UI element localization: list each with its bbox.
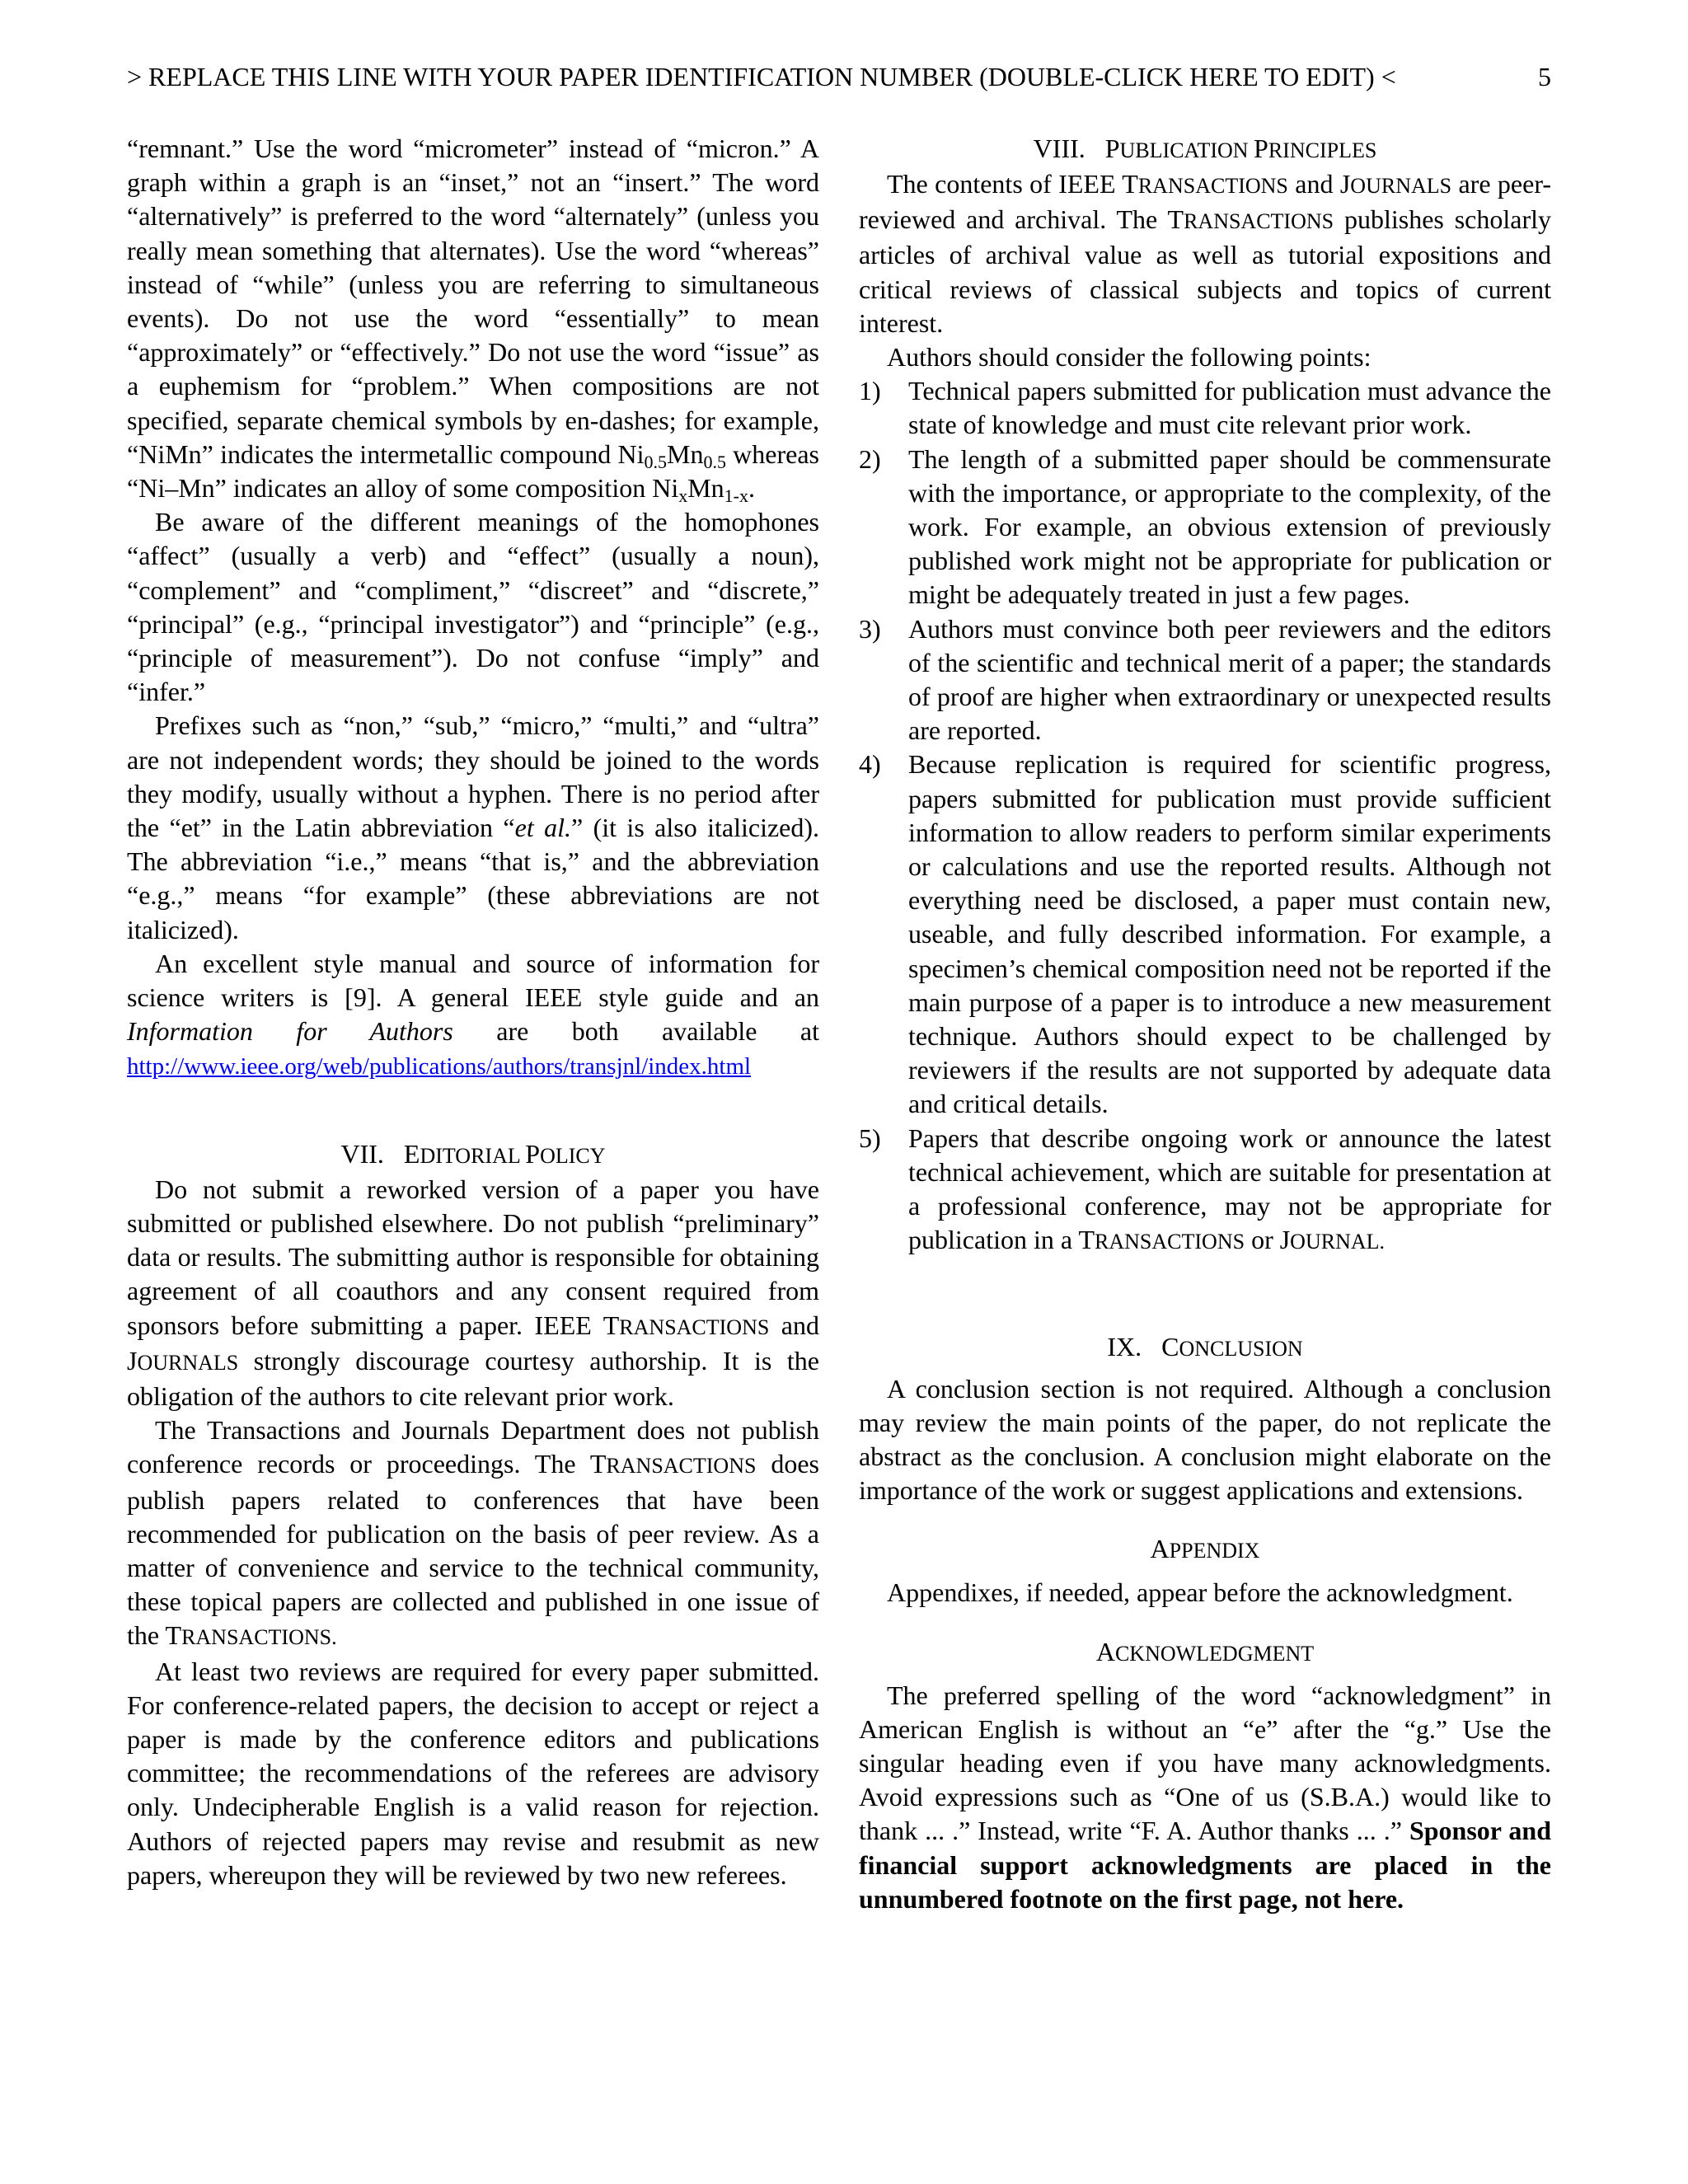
paragraph-conference-records: The Transactions and Journals Department does not publish conference records or proceedings. The TRANSACTIONS does publish papers related to conferences that have been recommended for publication on the basis of peer review. As a matter of convenience and service to the technical community, these topical papers are collected and published in one issue of the TRANSACTIONS. xyxy=(127,1415,820,1651)
list-item: 4) Because replication is required for scientific progress, papers submitted for publication must provide sufficient information to allow readers to perform similar experiments or calculations and use the reported results. Although not everything need be disclosed, a paper must contain new, useable, and fully described information. For example, a specimen’s chemical composition need not be reported if the main purpose of a paper is to introduce a new measurement technique. Authors should expect to be challenged by reviewers if the results are not supported by adequate data and critical details. xyxy=(859,749,1551,1119)
section-heading-publication-principles: VIII. PUBLICATION PRINCIPLES xyxy=(1033,134,1377,163)
paragraph-appendix: Appendixes, if needed, appear before the acknowledgment. xyxy=(887,1577,1513,1608)
right-column xyxy=(859,132,1551,1916)
paragraph-consider-points: Authors should consider the following points: xyxy=(887,342,1372,373)
paragraph-word-usage: “remnant.” Use the word “micrometer” instead of “micron.” A graph within a graph is an “inset,” not an “insert.” The word “alternatively” is preferred to the word “alternately” (unless you really mean something that alternates). Use the word “whereas” instead of “while” (unless you are referring to simultaneous events). Do not use the word “essentially” to mean “approximately” or “effectively.” Do not use the word “issue” as a euphemism for “problem.” When compositions are not specified, separate chemical symbols by en-dashes; for example, “NiMn” indicates the intermetallic compound $Ni_{0.5}Mn_{0.5}$ whereas “Ni–Mn” indicates an alloy of some composition $Ni_xMn_{1-x}$. xyxy=(127,134,820,507)
section-heading-editorial-policy: VII. EDITORIAL POLICY xyxy=(340,1138,606,1169)
left-column xyxy=(127,132,819,1892)
header-text: > REPLACE THIS LINE WITH YOUR PAPER IDENTIFICATION NUMBER (DOUBLE-CLICK HERE TO EDIT) < xyxy=(127,62,1396,91)
paragraph-conclusion: A conclusion section is not required. Although a conclusion may review the main points of the paper, do not replicate the abstract as the conclusion. A conclusion might elaborate on the importance of the work or suggest applications and extensions. xyxy=(859,1373,1551,1506)
page-number: 5 xyxy=(1538,62,1551,91)
section-heading-acknowledgment: ACKNOWLEDGMENT xyxy=(1095,1636,1315,1666)
paragraph-style-manual: An excellent style manual and source of information for science writers is [9]. A general IEEE style guide and an Information for Authors are both available at http://www.ieee.org/web/publications/authors/transjnl/index.html xyxy=(127,948,820,1080)
paragraph-reviews: At least two reviews are required for every paper submitted. For conference-related papers, the decision to accept or reject a paper is made by the conference editors and publications committee; the recommendations of the referees are advisory only. Undecipherable English is a valid reason for rejection. Authors of rejected papers may revise and resubmit as new papers, whereupon they will be reviewed by two new referees. xyxy=(127,1656,819,1890)
list-item: 1) Technical papers submitted for publication must advance the state of knowledge and must cite relevant prior work. xyxy=(859,376,1551,440)
ieee-authors-link[interactable]: http://www.ieee.org/web/publications/authors/transjnl/index.html xyxy=(127,1053,752,1080)
list-item: 2) The length of a submitted paper should be commensurate with the importance, or appropriate to the complexity, of the work. For example, an obvious extension of previously published work might not be appropriate for publication or might be adequately treated in just a few pages. xyxy=(859,443,1551,610)
paragraph-reworked: Do not submit a reworked version of a paper you have submitted or published elsewhere. Do not publish “preliminary” data or results. The submitting author is responsible for obtaining agreement of all coauthors and any consent required from sponsors before submitting a paper. IEEE TRANSACTIONS and JOURNALS strongly discourage courtesy authorship. It is the obligation of the authors to cite relevant prior work. xyxy=(127,1174,820,1411)
paragraph-homophones: Be aware of the different meanings of the homophones “affect” (usually a verb) and “effect” (usually a noun), “complement” and “compliment,” “discreet” and “discrete,” “principal” (e.g., “principal investigator”) and “principle” (e.g., “principle of measurement”). Do not confuse “imply” and “infer.” xyxy=(127,507,819,707)
list-item: 3) Authors must convince both peer reviewers and the editors of the scientific and technical merit of a paper; the standards of proof are higher when extraordinary or unexpected results are reported. xyxy=(859,613,1551,746)
section-heading-conclusion: IX. CONCLUSION xyxy=(1107,1331,1303,1361)
paragraph-prefixes: Prefixes such as “non,” “sub,” “micro,” “multi,” and “ultra” are not independent words; they should be joined to the words they modify, usually without a hyphen. There is no period after the “et” in the Latin abbreviation “et al.” (it is also italicized). The abbreviation “i.e.,” means “that is,” and the abbreviation “e.g.,” means “for example” (these abbreviations are not italicized). xyxy=(127,710,820,944)
running-header xyxy=(127,56,1551,97)
paragraph-contents: The contents of IEEE TRANSACTIONS and JOURNALS are peer-reviewed and archival. The TRANSACTIONS publishes scholarly articles of archival value as well as tutorial expositions and critical reviews of classical subjects and topics of current interest. xyxy=(859,169,1552,338)
section-heading-appendix: APPENDIX xyxy=(1150,1534,1260,1564)
paragraph-acknowledgment: The preferred spelling of the word “acknowledgment” in American English is without an “e” after the “g.” Use the singular heading even if you have many acknowledgments. Avoid expressions such as “One of us (S.B.A.) would like to thank ... .” Instead, write “F. A. Author thanks ... .” Sponsor and financial support acknowledgments are placed in the unnumbered footnote on the first page, not here. xyxy=(859,1680,1552,1914)
list-item: 5) Papers that describe ongoing work or announce the latest technical achievement, which are suitable for presentation at a professional conference, may not be appropriate for publication in a TRANSACTIONS or JOURNAL. xyxy=(859,1122,1551,1255)
numbered-list-points xyxy=(859,374,1551,1258)
